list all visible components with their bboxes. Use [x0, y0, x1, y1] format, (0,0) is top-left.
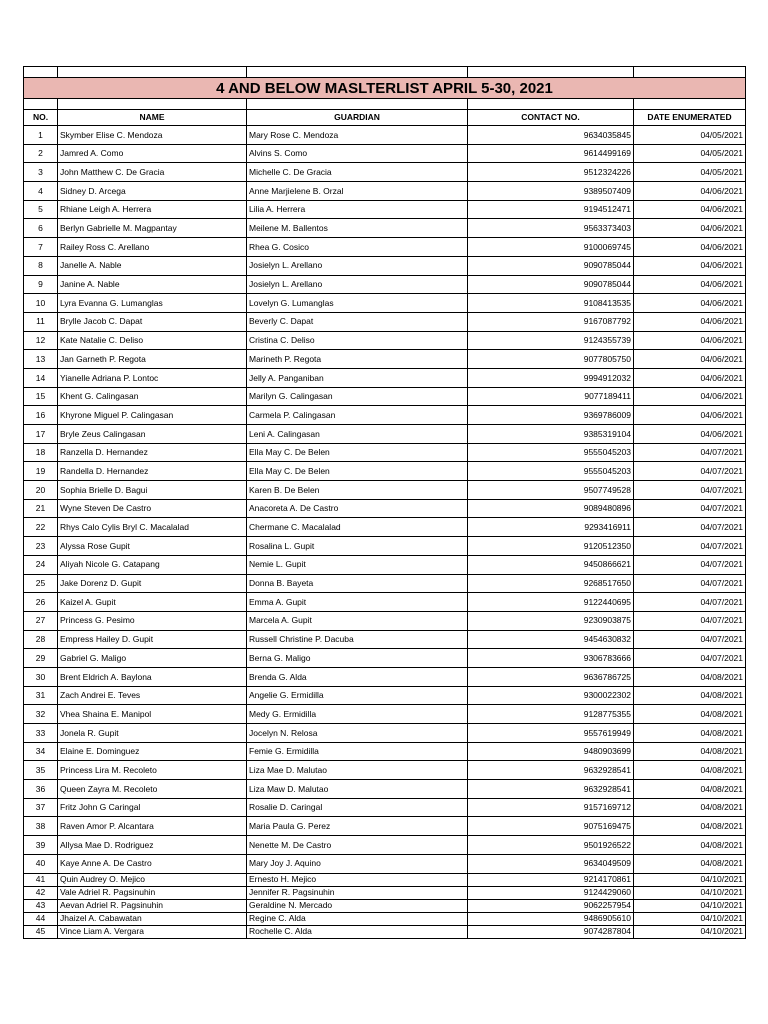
table-row: [24, 406, 746, 425]
cell-no: 16: [24, 406, 58, 425]
cell-contact: 9108413535: [468, 294, 634, 313]
cell-guardian: Alvins S. Como: [247, 144, 468, 163]
cell-no: 4: [24, 182, 58, 201]
cell-guardian: Michelle C. De Gracia: [247, 163, 468, 182]
cell-name: Wyne Steven De Castro: [58, 499, 247, 518]
cell-guardian: Meilene M. Ballentos: [247, 219, 468, 238]
cell-no: 20: [24, 481, 58, 500]
table-row: [24, 555, 746, 574]
blank-cell: [247, 99, 468, 110]
cell-name: Rhys Calo Cylis Bryl C. Macalalad: [58, 518, 247, 537]
cell-date: 04/07/2021: [634, 593, 746, 612]
cell-no: 13: [24, 350, 58, 369]
cell-date: 04/08/2021: [634, 761, 746, 780]
blank-cell: [58, 99, 247, 110]
blank-cell: [24, 67, 58, 78]
cell-no: 33: [24, 724, 58, 743]
table-row: [24, 126, 746, 145]
cell-no: 12: [24, 331, 58, 350]
cell-name: Raven Amor P. Alcantara: [58, 817, 247, 836]
cell-date: 04/06/2021: [634, 387, 746, 406]
cell-guardian: Brenda G. Alda: [247, 667, 468, 686]
cell-contact: 9389507409: [468, 182, 634, 201]
cell-no: 41: [24, 873, 58, 886]
cell-contact: 9167087792: [468, 312, 634, 331]
cell-guardian: Jennifer R. Pagsinuhin: [247, 886, 468, 899]
cell-contact: 9090785044: [468, 256, 634, 275]
cell-date: 04/06/2021: [634, 312, 746, 331]
table-row: [24, 518, 746, 537]
cell-guardian: Anacoreta A. De Castro: [247, 499, 468, 518]
cell-name: Allysa Mae D. Rodriguez: [58, 836, 247, 855]
cell-date: 04/08/2021: [634, 817, 746, 836]
table-row: [24, 686, 746, 705]
table-row: [24, 256, 746, 275]
table-row: [24, 912, 746, 925]
cell-date: 04/06/2021: [634, 294, 746, 313]
document-title: 4 AND BELOW MASLTERLIST APRIL 5-30, 2021: [24, 78, 746, 99]
blank-cell: [58, 67, 247, 78]
cell-name: Sidney D. Arcega: [58, 182, 247, 201]
table-row: [24, 574, 746, 593]
header-row: [24, 110, 746, 126]
cell-no: 38: [24, 817, 58, 836]
table-row: [24, 724, 746, 743]
cell-name: Bryle Zeus Calingasan: [58, 425, 247, 444]
cell-no: 28: [24, 630, 58, 649]
cell-date: 04/07/2021: [634, 611, 746, 630]
cell-date: 04/08/2021: [634, 836, 746, 855]
cell-contact: 9450866621: [468, 555, 634, 574]
cell-contact: 9486905610: [468, 912, 634, 925]
cell-date: 04/08/2021: [634, 798, 746, 817]
cell-guardian: Rhea G. Cosico: [247, 238, 468, 257]
cell-name: Jan Garneth P. Regota: [58, 350, 247, 369]
cell-no: 44: [24, 912, 58, 925]
cell-no: 30: [24, 667, 58, 686]
table-row: [24, 649, 746, 668]
cell-no: 26: [24, 593, 58, 612]
cell-contact: 9157169712: [468, 798, 634, 817]
table-row: [24, 163, 746, 182]
header-contact: CONTACT NO.: [468, 110, 634, 126]
cell-name: Vince Liam A. Vergara: [58, 925, 247, 938]
cell-no: 14: [24, 368, 58, 387]
cell-no: 27: [24, 611, 58, 630]
cell-date: 04/05/2021: [634, 144, 746, 163]
cell-no: 9: [24, 275, 58, 294]
blank-cell: [24, 99, 58, 110]
header-guardian: GUARDIAN: [247, 110, 468, 126]
cell-guardian: Nemie L. Gupit: [247, 555, 468, 574]
cell-no: 43: [24, 899, 58, 912]
cell-no: 37: [24, 798, 58, 817]
cell-contact: 9632928541: [468, 780, 634, 799]
cell-contact: 9075169475: [468, 817, 634, 836]
cell-name: Kate Natalie C. Deliso: [58, 331, 247, 350]
cell-name: Jonela R. Gupit: [58, 724, 247, 743]
cell-guardian: Medy G. Ermidilla: [247, 705, 468, 724]
cell-guardian: Geraldine N. Mercado: [247, 899, 468, 912]
cell-contact: 9480903699: [468, 742, 634, 761]
table-row: [24, 425, 746, 444]
table-row: [24, 387, 746, 406]
cell-guardian: Josielyn L. Arellano: [247, 256, 468, 275]
table-row: [24, 798, 746, 817]
cell-name: Brent Eldrich A. Baylona: [58, 667, 247, 686]
cell-date: 04/07/2021: [634, 462, 746, 481]
cell-name: Empress Hailey D. Gupit: [58, 630, 247, 649]
cell-name: Berlyn Gabrielle M. Magpantay: [58, 219, 247, 238]
cell-contact: 9555045203: [468, 443, 634, 462]
cell-no: 10: [24, 294, 58, 313]
table-row: [24, 925, 746, 938]
cell-contact: 9268517650: [468, 574, 634, 593]
cell-name: Alyssa Rose Gupit: [58, 537, 247, 556]
cell-contact: 9557619949: [468, 724, 634, 743]
cell-contact: 9124355739: [468, 331, 634, 350]
cell-guardian: Liza Mae D. Malutao: [247, 761, 468, 780]
cell-contact: 9636786725: [468, 667, 634, 686]
masterlist-table: [23, 66, 746, 939]
cell-name: Gabriel G. Maligo: [58, 649, 247, 668]
cell-name: Rhiane Leigh A. Herrera: [58, 200, 247, 219]
cell-no: 23: [24, 537, 58, 556]
cell-date: 04/10/2021: [634, 912, 746, 925]
cell-no: 7: [24, 238, 58, 257]
cell-date: 04/10/2021: [634, 886, 746, 899]
cell-date: 04/07/2021: [634, 443, 746, 462]
cell-no: 1: [24, 126, 58, 145]
cell-date: 04/07/2021: [634, 499, 746, 518]
cell-contact: 9634049509: [468, 854, 634, 873]
cell-contact: 9614499169: [468, 144, 634, 163]
cell-date: 04/10/2021: [634, 873, 746, 886]
table-row: [24, 886, 746, 899]
table-row: [24, 312, 746, 331]
cell-contact: 9385319104: [468, 425, 634, 444]
cell-date: 04/07/2021: [634, 555, 746, 574]
cell-contact: 9306783666: [468, 649, 634, 668]
blank-row: [24, 99, 746, 110]
cell-contact: 9062257954: [468, 899, 634, 912]
cell-date: 04/07/2021: [634, 537, 746, 556]
table-row: [24, 537, 746, 556]
cell-guardian: Emma A. Gupit: [247, 593, 468, 612]
cell-name: Vhea Shaina E. Manipol: [58, 705, 247, 724]
cell-date: 04/06/2021: [634, 331, 746, 350]
cell-guardian: Carmela P. Calingasan: [247, 406, 468, 425]
cell-date: 04/06/2021: [634, 425, 746, 444]
table-row: [24, 499, 746, 518]
cell-name: Elaine E. Dominguez: [58, 742, 247, 761]
cell-contact: 9077805750: [468, 350, 634, 369]
cell-name: Brylle Jacob C. Dapat: [58, 312, 247, 331]
cell-contact: 9214170861: [468, 873, 634, 886]
table-row: [24, 144, 746, 163]
cell-name: Lyra Evanna G. Lumanglas: [58, 294, 247, 313]
cell-guardian: Rosalina L. Gupit: [247, 537, 468, 556]
cell-date: 04/08/2021: [634, 724, 746, 743]
blank-cell: [634, 99, 746, 110]
title-row: [24, 78, 746, 99]
cell-name: Queen Zayra M. Recoleto: [58, 780, 247, 799]
cell-no: 36: [24, 780, 58, 799]
cell-no: 31: [24, 686, 58, 705]
cell-date: 04/06/2021: [634, 368, 746, 387]
cell-name: Janelle A. Nable: [58, 256, 247, 275]
cell-guardian: Leni A. Calingasan: [247, 425, 468, 444]
cell-guardian: Marcela A. Gupit: [247, 611, 468, 630]
table-row: [24, 742, 746, 761]
cell-no: 22: [24, 518, 58, 537]
table-row: [24, 294, 746, 313]
blank-cell: [247, 67, 468, 78]
cell-name: Khent G. Calingasan: [58, 387, 247, 406]
table-row: [24, 331, 746, 350]
cell-name: Kaizel A. Gupit: [58, 593, 247, 612]
cell-guardian: Russell Christine P. Dacuba: [247, 630, 468, 649]
cell-no: 25: [24, 574, 58, 593]
cell-guardian: Mary Joy J. Aquino: [247, 854, 468, 873]
table-row: [24, 481, 746, 500]
table-row: [24, 630, 746, 649]
cell-no: 21: [24, 499, 58, 518]
cell-date: 04/08/2021: [634, 667, 746, 686]
cell-date: 04/07/2021: [634, 630, 746, 649]
cell-no: 8: [24, 256, 58, 275]
cell-contact: 9100069745: [468, 238, 634, 257]
header-name: NAME: [58, 110, 247, 126]
table-row: [24, 443, 746, 462]
cell-guardian: Chermane C. Macalalad: [247, 518, 468, 537]
cell-no: 39: [24, 836, 58, 855]
blank-cell: [468, 67, 634, 78]
cell-date: 04/08/2021: [634, 780, 746, 799]
cell-guardian: Rosalie D. Caringal: [247, 798, 468, 817]
cell-date: 04/05/2021: [634, 126, 746, 145]
cell-date: 04/06/2021: [634, 182, 746, 201]
cell-guardian: Lilia A. Herrera: [247, 200, 468, 219]
cell-guardian: Cristina C. Deliso: [247, 331, 468, 350]
cell-contact: 9074287804: [468, 925, 634, 938]
cell-name: Jhaizel A. Cabawatan: [58, 912, 247, 925]
cell-date: 04/06/2021: [634, 238, 746, 257]
cell-no: 34: [24, 742, 58, 761]
table-row: [24, 817, 746, 836]
cell-no: 5: [24, 200, 58, 219]
cell-guardian: Ella May C. De Belen: [247, 462, 468, 481]
cell-guardian: Angelie G. Ermidilla: [247, 686, 468, 705]
cell-contact: 9077189411: [468, 387, 634, 406]
cell-guardian: Berna G. Maligo: [247, 649, 468, 668]
cell-contact: 9293416911: [468, 518, 634, 537]
cell-name: Khyrone Miguel P. Calingasan: [58, 406, 247, 425]
blank-cell: [634, 67, 746, 78]
cell-contact: 9512324226: [468, 163, 634, 182]
table-row: [24, 705, 746, 724]
cell-guardian: Josielyn L. Arellano: [247, 275, 468, 294]
cell-no: 40: [24, 854, 58, 873]
cell-name: Sophia Brielle D. Bagui: [58, 481, 247, 500]
cell-date: 04/06/2021: [634, 219, 746, 238]
cell-no: 32: [24, 705, 58, 724]
cell-guardian: Jocelyn N. Relosa: [247, 724, 468, 743]
cell-guardian: Karen B. De Belen: [247, 481, 468, 500]
cell-contact: 9555045203: [468, 462, 634, 481]
table-row: [24, 182, 746, 201]
cell-date: 04/08/2021: [634, 686, 746, 705]
cell-name: Aliyah Nicole G. Catapang: [58, 555, 247, 574]
table-row: [24, 238, 746, 257]
cell-contact: 9300022302: [468, 686, 634, 705]
cell-name: Jake Dorenz D. Gupit: [58, 574, 247, 593]
cell-date: 04/05/2021: [634, 163, 746, 182]
cell-no: 11: [24, 312, 58, 331]
blank-row: [24, 67, 746, 78]
cell-name: Janine A. Nable: [58, 275, 247, 294]
cell-guardian: Liza Maw D. Malutao: [247, 780, 468, 799]
cell-name: Aevan Adriel R. Pagsinuhin: [58, 899, 247, 912]
cell-name: Vale Adriel R. Pagsinuhin: [58, 886, 247, 899]
cell-no: 42: [24, 886, 58, 899]
cell-date: 04/10/2021: [634, 899, 746, 912]
cell-name: Fritz John G Caringal: [58, 798, 247, 817]
cell-name: Princess Lira M. Recoleto: [58, 761, 247, 780]
cell-guardian: Marineth P. Regota: [247, 350, 468, 369]
cell-contact: 9454630832: [468, 630, 634, 649]
blank-cell: [468, 99, 634, 110]
cell-name: Ranzella D. Hernandez: [58, 443, 247, 462]
cell-contact: 9194512471: [468, 200, 634, 219]
cell-no: 19: [24, 462, 58, 481]
table-row: [24, 219, 746, 238]
table-row: [24, 275, 746, 294]
cell-guardian: Ella May C. De Belen: [247, 443, 468, 462]
cell-guardian: Rochelle C. Alda: [247, 925, 468, 938]
cell-guardian: Beverly C. Dapat: [247, 312, 468, 331]
cell-contact: 9369786009: [468, 406, 634, 425]
cell-no: 45: [24, 925, 58, 938]
cell-name: Princess G. Pesimo: [58, 611, 247, 630]
cell-contact: 9507749528: [468, 481, 634, 500]
cell-date: 04/08/2021: [634, 854, 746, 873]
cell-no: 3: [24, 163, 58, 182]
cell-contact: 9563373403: [468, 219, 634, 238]
cell-contact: 9632928541: [468, 761, 634, 780]
cell-guardian: Mary Rose C. Mendoza: [247, 126, 468, 145]
cell-no: 35: [24, 761, 58, 780]
table-row: [24, 462, 746, 481]
cell-contact: 9634035845: [468, 126, 634, 145]
cell-contact: 9089480896: [468, 499, 634, 518]
cell-contact: 9994912032: [468, 368, 634, 387]
cell-date: 04/06/2021: [634, 275, 746, 294]
cell-name: Kaye Anne A. De Castro: [58, 854, 247, 873]
cell-name: Railey Ross C. Arellano: [58, 238, 247, 257]
cell-no: 2: [24, 144, 58, 163]
cell-name: Jamred A. Como: [58, 144, 247, 163]
cell-date: 04/10/2021: [634, 925, 746, 938]
cell-no: 18: [24, 443, 58, 462]
cell-guardian: Lovelyn G. Lumanglas: [247, 294, 468, 313]
cell-date: 04/08/2021: [634, 705, 746, 724]
cell-no: 6: [24, 219, 58, 238]
table-row: [24, 200, 746, 219]
cell-guardian: Anne Marjielene B. Orzal: [247, 182, 468, 201]
table-row: [24, 368, 746, 387]
cell-guardian: Jelly A. Panganiban: [247, 368, 468, 387]
header-no: NO.: [24, 110, 58, 126]
table-row: [24, 873, 746, 886]
table-row: [24, 899, 746, 912]
cell-guardian: Marilyn G. Calingasan: [247, 387, 468, 406]
cell-name: Zach Andrei E. Teves: [58, 686, 247, 705]
table-row: [24, 780, 746, 799]
table-row: [24, 854, 746, 873]
cell-date: 04/07/2021: [634, 574, 746, 593]
table-row: [24, 593, 746, 612]
cell-guardian: Donna B. Bayeta: [247, 574, 468, 593]
cell-guardian: Ernesto H. Mejico: [247, 873, 468, 886]
cell-name: John Matthew C. De Gracia: [58, 163, 247, 182]
cell-date: 04/06/2021: [634, 200, 746, 219]
cell-date: 04/07/2021: [634, 481, 746, 500]
cell-contact: 9120512350: [468, 537, 634, 556]
table-row: [24, 350, 746, 369]
cell-name: Quin Audrey O. Mejico: [58, 873, 247, 886]
cell-guardian: Nenette M. De Castro: [247, 836, 468, 855]
cell-date: 04/07/2021: [634, 518, 746, 537]
table-row: [24, 836, 746, 855]
cell-contact: 9128775355: [468, 705, 634, 724]
table-row: [24, 611, 746, 630]
cell-guardian: Femie G. Ermidilla: [247, 742, 468, 761]
table-row: [24, 761, 746, 780]
cell-no: 17: [24, 425, 58, 444]
cell-contact: 9090785044: [468, 275, 634, 294]
cell-contact: 9124429060: [468, 886, 634, 899]
cell-no: 24: [24, 555, 58, 574]
cell-date: 04/06/2021: [634, 406, 746, 425]
cell-date: 04/07/2021: [634, 649, 746, 668]
cell-no: 29: [24, 649, 58, 668]
cell-date: 04/06/2021: [634, 256, 746, 275]
header-date: DATE ENUMERATED: [634, 110, 746, 126]
cell-contact: 9122440695: [468, 593, 634, 612]
cell-contact: 9501926522: [468, 836, 634, 855]
cell-name: Yianelle Adriana P. Lontoc: [58, 368, 247, 387]
table-row: [24, 667, 746, 686]
cell-date: 04/08/2021: [634, 742, 746, 761]
cell-contact: 9230903875: [468, 611, 634, 630]
cell-name: Skymber Elise C. Mendoza: [58, 126, 247, 145]
cell-date: 04/06/2021: [634, 350, 746, 369]
cell-guardian: Regine C. Alda: [247, 912, 468, 925]
cell-no: 15: [24, 387, 58, 406]
cell-name: Randella D. Hernandez: [58, 462, 247, 481]
cell-guardian: Maria Paula G. Perez: [247, 817, 468, 836]
